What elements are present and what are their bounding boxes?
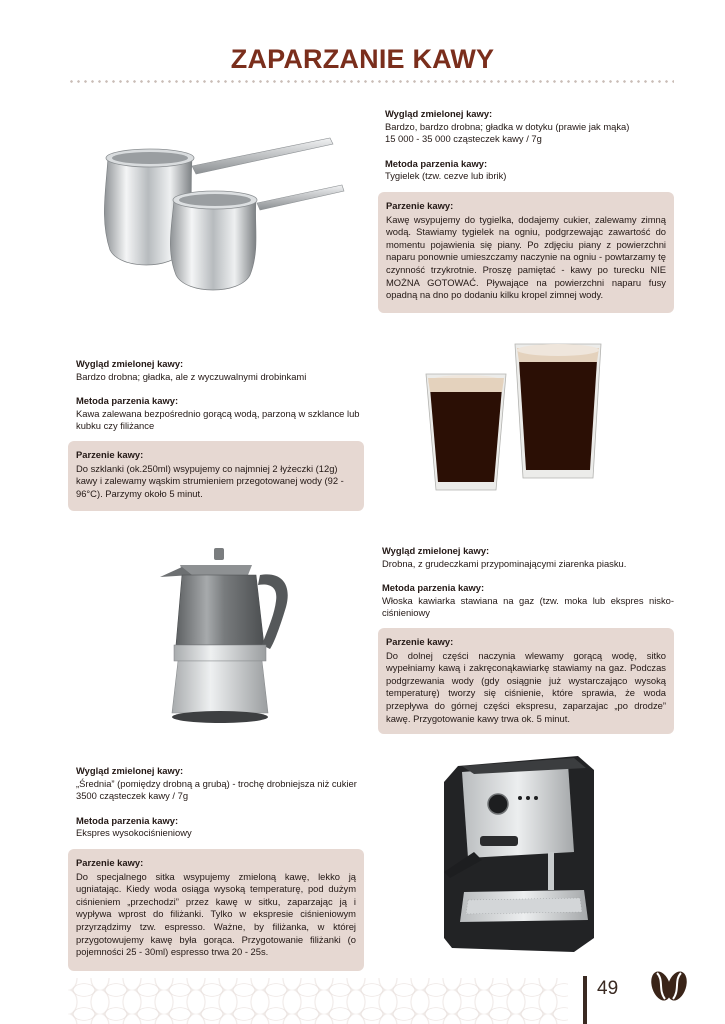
ground-line: 3500 cząsteczek kawy / 7g: [76, 790, 189, 802]
method-line: Włoska kawiarka stawiana na gaz (tzw. moka lub ekspres nisko-ciśnieniowy: [382, 594, 674, 619]
ground-line: „Średnia” (pomiędzy drobną a grubą) - trochę drobniejsza niż cukier: [76, 777, 357, 789]
ground-label: Wygląd zmielonej kawy:: [385, 108, 493, 119]
ground-label: Wygląd zmielonej kawy:: [76, 358, 184, 369]
dotted-divider: [68, 80, 674, 83]
section-4-brew-box: [68, 849, 364, 971]
espresso-machine-illustration: [438, 752, 603, 957]
section-4-info: [76, 765, 368, 840]
section-2-info: [76, 358, 366, 433]
section-2-brew-box: [68, 441, 364, 511]
brew-text: Do specjalnego sitka wsypujemy zmieloną kawę, lekko ją ugniatając. Kiedy woda osiąga wysoką temperaturę, pod dużym ciśnieniem „przechodzi” przez kawę w sitku, zaparzając ją i wypływa wprost do filiżanki. Tylko w ekspresie ciśnieniowym przyrządzimy tzw. espresso. Ważne, by filiżanka, w której przygotowujemy kawę była gorąca. Przygotowanie filiżanki (o pojemności 25 - 30ml) espresso trwa 20 - 25s.: [76, 870, 356, 958]
ground-label: Wygląd zmielonej kawy:: [76, 765, 184, 776]
footer-pattern: [68, 978, 568, 1024]
brew-text: Do szklanki (ok.250ml) wsypujemy co najmniej 2 łyżeczki (12g) kawy i zalewamy wąskim strumieniem przegotowanej wody (92 - 96°C). Parzymy około 5 minut.: [76, 462, 344, 499]
brew-label: Parzenie kawy:: [76, 449, 144, 460]
method-line: Tygielek (tzw. cezve lub ibrik): [385, 170, 507, 182]
cezve-illustration: [92, 130, 352, 300]
method-label: Metoda parzenia kawy:: [76, 395, 179, 407]
section-1-info: [385, 108, 675, 183]
brew-label: Parzenie kawy:: [386, 200, 454, 211]
brew-label: Parzenie kawy:: [386, 636, 454, 647]
section-1-brew-box: [378, 192, 674, 313]
ground-line: Drobna, z grudeczkami przypominającymi ziarenka piasku.: [382, 557, 627, 569]
method-label: Metoda parzenia kawy:: [385, 157, 488, 169]
method-line: kubku czy filiżance: [76, 420, 155, 432]
moka-pot-illustration: [152, 545, 302, 735]
method-label: Metoda parzenia kawy:: [382, 582, 485, 594]
method-line: Kawa zalewana bezpośrednio gorącą wodą, parzoną w szklance lub: [76, 407, 360, 419]
coffee-beans-icon: [648, 964, 690, 1006]
ground-line: Bardzo, bardzo drobna; gładka w dotyku (prawie jak mąka): [385, 120, 630, 132]
ground-label: Wygląd zmielonej kawy:: [382, 545, 490, 556]
ground-line: 15 000 - 35 000 cząsteczek kawy / 7g: [385, 133, 542, 145]
ground-line: Bardzo drobna; gładka, ale z wyczuwalnymi drobinkami: [76, 370, 307, 382]
page-number: 49: [597, 978, 619, 999]
brew-text: Do dolnej części naczynia wlewamy gorącą wodę, sitko wypełniamy kawą i zakręconąkawiarkę stawiamy na gaz. Podczas podgrzewania wody (gdy osiągnie już wystarczająco wysoką temperaturę) tworzy się ciśnienie, które sprawia, że woda przepływa do górnej części ekspresu, zaparzajac „po drodze” kawę. Przygotowanie kawy trwa ok. 5 minut.: [386, 649, 666, 724]
page-title: ZAPARZANIE KAWY: [230, 44, 495, 74]
page-number-bar: [583, 976, 587, 1024]
section-3-brew-box: [378, 628, 674, 734]
brew-text: Kawę wsypujemy do tygielka, dodajemy cukier, zalewamy zimną wodą. Stawiamy tygielek na ogniu, podgrzewając zawartość do momentu pojawienia się piany. Po zdjęciu piany z powierzchni naparu ponownie umieszczamy naczynie na ogniu - powtarzamy tę czynność trzykrotnie. Proszę pamiętać - kawy po turecku NIE MOŻNA GOTOWAĆ. Pływające na powierzchni naparu fusy opadną na dno po dodaniu kilku kropel zimnej wody.: [386, 213, 666, 301]
method-line: Ekspres wysokociśnieniowy: [76, 827, 192, 839]
coffee-glasses-illustration: [422, 340, 607, 500]
section-3-info: [382, 545, 674, 620]
method-label: Metoda parzenia kawy:: [76, 814, 179, 826]
brew-label: Parzenie kawy:: [76, 857, 144, 868]
